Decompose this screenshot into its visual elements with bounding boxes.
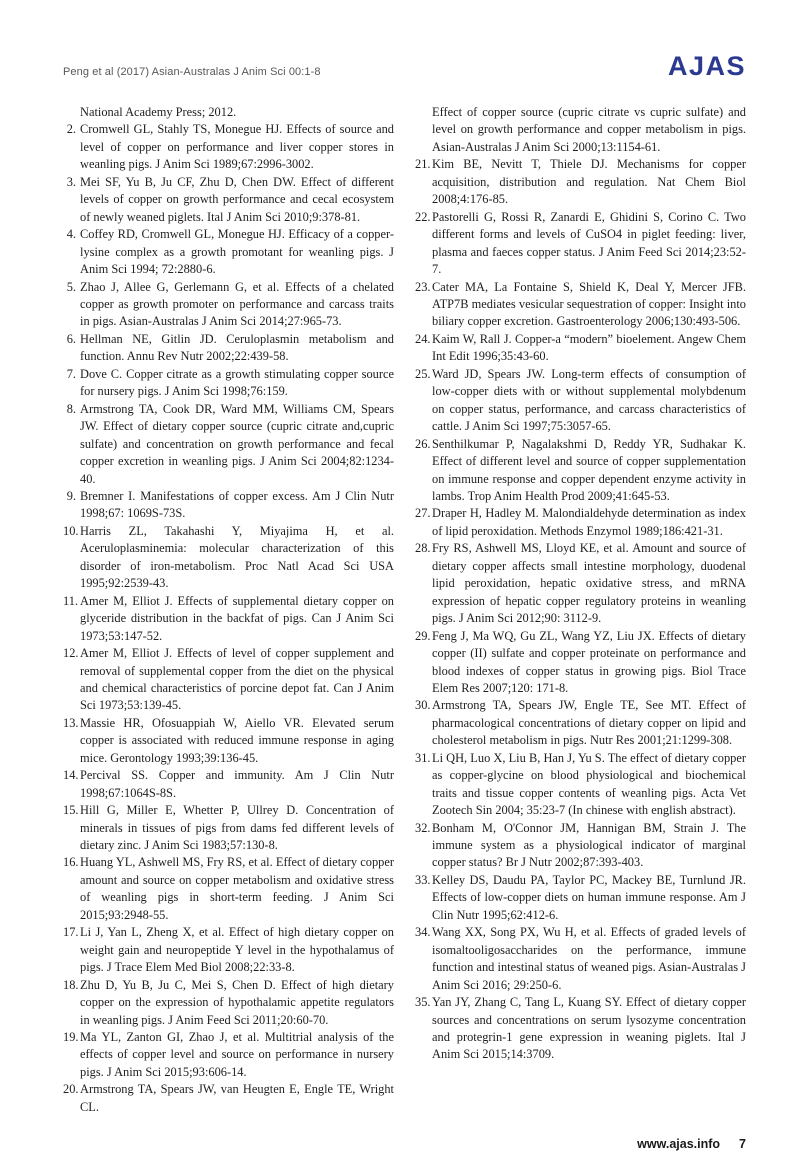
reference-number: 35. — [415, 995, 431, 1010]
reference-number: 22. — [415, 209, 431, 224]
references-column-left — [63, 104, 394, 1116]
reference-text: Kim BE, Nevitt T, Thiele DJ. Mechanisms for copper acquisition, distribution and regulation. Nat Chem Biol 2008;4:176-85. — [432, 157, 746, 207]
reference-text: Pastorelli G, Rossi R, Zanardi E, Ghidini S, Corino C. Two different forms and levels of CuSO4 in piglet feeding: liver, plasma and faeces copper status. J Anim Feed Sci 2014;23:52-7. — [432, 209, 746, 277]
reference-text: Huang YL, Ashwell MS, Fry RS, et al. Effect of dietary copper amount and source on copper metabolism and oxidative stress of weanling pigs in short-term feeding. J Anim Sci 2015;93:2948-55. — [80, 855, 394, 922]
reference-text: Fry RS, Ashwell MS, Lloyd KE, et al. Amount and source of dietary copper affects small intestine morphology, duodenal lipid peroxidation, hepatic oxidative stress, and mRNA expression of hepatic copper regulatory proteins in weanling pigs. J Anim Sci 2012;90: 3112-9. — [432, 541, 746, 626]
reference-item — [63, 104, 394, 121]
reference-text: Mei SF, Yu B, Ju CF, Zhu D, Chen DW. Effect of different levels of copper on growth performance and cecal ecosystem of newly weaned piglets. Ital J Anim Sci 2010;9:378-81. — [80, 174, 394, 224]
reference-text: Bremner I. Manifestations of copper excess. Am J Clin Nutr 1998;67: 1069S-73S. — [80, 488, 394, 521]
reference-number: 16. — [63, 855, 79, 870]
reference-text: Senthilkumar P, Nagalakshmi D, Reddy YR, Sudhakar K. Effect of different level and source of copper supplementation on immune response and copper dependent enzyme activity in lambs. Trop Anim Health Prod 2009;41:645-53. — [432, 436, 746, 503]
reference-item — [63, 767, 394, 802]
reference-item — [415, 540, 746, 627]
reference-number: 8. — [66, 401, 76, 416]
reference-text: Ma YL, Zanton GI, Zhao J, et al. Multitrial analysis of the effects of copper level and source on performance in nursery pigs. J Anim Sci 2015;93:606-14. — [80, 1030, 394, 1079]
reference-text: Coffey RD, Cromwell GL, Monegue HJ. Efficacy of a copper-lysine complex as a growth promotant for weanling pigs. J Anim Sci 1994; 72:2880-6. — [80, 227, 394, 277]
reference-text: Wang XX, Song PX, Wu H, et al. Effects of graded levels of isomaltooligosaccharides on the performance, immune function and intestinal status of weaned pigs. Asian-Australas J Anim Sci 2016; 29:250-6. — [432, 925, 746, 992]
reference-number: 33. — [415, 872, 431, 887]
reference-number: 24. — [415, 331, 431, 346]
reference-item — [415, 697, 746, 749]
reference-item — [415, 436, 746, 506]
reference-text: Zhu D, Yu B, Ju C, Mei S, Chen D. Effect of high dietary copper on the expression of hypothalamic appetite regulators in weanling pigs. J Anim Feed Sci 2011;20:60-70. — [80, 977, 394, 1027]
reference-item — [415, 104, 746, 156]
reference-text: Kelley DS, Daudu PA, Taylor PC, Mackey BE, Turnlund JR. Effects of low-copper diets on human immune response. Am J Clin Nutr 1995;62:412-6. — [432, 872, 746, 922]
reference-item — [415, 924, 746, 994]
reference-number: 13. — [63, 715, 79, 730]
reference-item — [415, 505, 746, 540]
reference-number: 28. — [415, 541, 431, 556]
reference-number: 32. — [415, 820, 431, 835]
reference-text: Ward JD, Spears JW. Long-term effects of consumption of low-copper diets with or without supplemental molybdenum on copper status, performance, and carcass characteristics of cattle. J Anim Sci 1997;75:3057-65. — [432, 366, 746, 434]
reference-item — [415, 994, 746, 1064]
references-section — [63, 104, 746, 1116]
reference-number: 10. — [63, 523, 79, 538]
ajas-logo: AJAS — [667, 51, 746, 81]
references-column-right — [415, 104, 746, 1116]
page-footer — [63, 1137, 746, 1151]
reference-item — [415, 872, 746, 924]
reference-text: Armstrong TA, Cook DR, Ward MM, Williams CM, Spears JW. Effect of dietary copper source (cupric citrate and,cupric sulfate) and concentration on growth performance and fecal copper excretion in weanling pigs. J Anim Sci 2004;82:1234-40. — [80, 401, 394, 486]
reference-text: Percival SS. Copper and immunity. Am J Clin Nutr 1998;67:1064S-8S. — [80, 768, 394, 800]
reference-number: 19. — [63, 1030, 79, 1045]
reference-item — [63, 802, 394, 854]
reference-number: 27. — [415, 506, 431, 521]
reference-item — [415, 366, 746, 436]
reference-item — [63, 924, 394, 976]
reference-item — [63, 226, 394, 278]
reference-number: 2. — [66, 122, 76, 137]
reference-item — [415, 279, 746, 331]
reference-text: Feng J, Ma WQ, Gu ZL, Wang YZ, Liu JX. Effects of dietary copper (II) sulfate and copper proteinate on performance and blood indexes of copper status in growing pigs. Biol Trace Elem Res 2007;120: 171-8. — [432, 628, 746, 695]
reference-text: Li J, Yan L, Zheng X, et al. Effect of high dietary copper on weight gain and neuropeptide Y level in the hypothalamus of pigs. J Trace Elem Med Biol 2008;22:33-8. — [80, 925, 394, 975]
reference-number: 5. — [66, 279, 76, 294]
page-header — [63, 50, 746, 80]
reference-item — [63, 645, 394, 715]
reference-number: 12. — [63, 646, 79, 661]
reference-text: Armstrong TA, Spears JW, van Heugten E, Engle TE, Wright CL. — [80, 1082, 394, 1114]
reference-text: Massie HR, Ofosuappiah W, Aiello VR. Elevated serum copper is associated with reduced immune response in aging mice. Gerontology 1993;39:136-45. — [80, 715, 394, 765]
reference-item — [63, 854, 394, 924]
reference-text: Bonham M, O'Connor JM, Hannigan BM, Strain J. The immune system as a physiological indicator of marginal copper status? Br J Nutr 2002;87:393-403. — [432, 820, 746, 870]
reference-number: 4. — [66, 227, 76, 242]
reference-number: 29. — [415, 628, 431, 643]
reference-item — [63, 366, 394, 401]
reference-text: Hill G, Miller E, Whetter P, Ullrey D. Concentration of minerals in tissues of pigs from dams fed different levels of dietary zinc. J Anim Sci 1983;57:130-8. — [80, 803, 394, 853]
reference-item — [415, 331, 746, 366]
reference-number: 9. — [66, 488, 76, 503]
reference-number: 26. — [415, 436, 431, 451]
reference-number: 6. — [66, 331, 76, 346]
reference-number: 25. — [415, 366, 431, 381]
reference-number: 17. — [63, 925, 79, 940]
reference-text: Hellman NE, Gitlin JD. Ceruloplasmin metabolism and function. Annu Rev Nutr 2002;22:439-58. — [80, 331, 394, 364]
reference-item — [63, 977, 394, 1029]
reference-text: Cater MA, La Fontaine S, Shield K, Deal Y, Mercer JFB. ATP7B mediates vesicular sequestration of copper: Insight into biliary copper excretion. Gastroenterology 2006;130:493-506. — [432, 279, 746, 329]
reference-number: 11. — [63, 593, 79, 608]
reference-number: 14. — [63, 768, 79, 783]
reference-item — [63, 593, 394, 645]
reference-item — [63, 174, 394, 226]
reference-item — [63, 1029, 394, 1081]
reference-number: 31. — [415, 750, 431, 765]
reference-text: National Academy Press; 2012. — [80, 105, 237, 119]
reference-text: Armstrong TA, Spears JW, Engle TE, See MT. Effect of pharmacological concentrations of dietary copper on lipid and cholesterol metabolism in pigs. Nutr Res 2001;21:1299-308. — [432, 698, 746, 748]
running-head-citation: Peng et al (2017) Asian-Australas J Anim Sci 00:1-8 — [63, 66, 321, 78]
reference-item — [63, 1081, 394, 1116]
journal-website-url: www.ajas.info — [637, 1137, 721, 1151]
reference-text: Yan JY, Zhang C, Tang L, Kuang SY. Effect of dietary copper sources and concentrations on serum lysozyme concentration and protegrin-1 gene expression in weaning piglets. Ital J Anim Sci 2015;14:3709. — [432, 995, 746, 1062]
reference-item — [63, 401, 394, 488]
reference-text: Zhao J, Allee G, Gerlemann G, et al. Effects of a chelated copper as growth promoter on performance and carcass traits in pigs. Asian-Australas J Anim Sci 2014;27:965-73. — [80, 279, 394, 329]
reference-item — [63, 523, 394, 593]
page-number: 7 — [739, 1137, 746, 1151]
reference-text: Amer M, Elliot J. Effects of level of copper supplement and removal of supplemental copper from the diet on the physical and chemical characteristics of porcine depot fat. Can J Anim Sci 1973;53:139-45. — [80, 646, 394, 713]
reference-number: 7. — [66, 366, 76, 381]
reference-text: Cromwell GL, Stahly TS, Monegue HJ. Effects of source and level of copper on performance and liver copper stores in weanling pigs. J Anim Sci 1989;67:2996-3002. — [80, 122, 394, 172]
reference-number: 3. — [66, 174, 76, 189]
reference-number: 18. — [63, 977, 79, 992]
reference-text: Dove C. Copper citrate as a growth stimulating copper source for nursery pigs. J Anim Sci 1998;76:159. — [80, 366, 394, 399]
reference-item — [415, 156, 746, 208]
reference-item — [415, 628, 746, 698]
reference-text: Effect of copper source (cupric citrate vs cupric sulfate) and level on growth performance and copper metabolism in pigs. Asian-Australas J Anim Sci 2000;13:1154-61. — [432, 105, 746, 154]
reference-item — [63, 488, 394, 523]
reference-text: Kaim W, Rall J. Copper-a “modern” bioelement. Angew Chem Int Edit 1996;35:43-60. — [432, 331, 746, 364]
reference-item — [415, 750, 746, 820]
reference-number: 15. — [63, 803, 79, 818]
reference-item — [415, 209, 746, 279]
reference-text: Harris ZL, Takahashi Y, Miyajima H, et al. Aceruloplasminemia: molecular characterization of this disorder of iron-metabolism. Proc Natl Acad Sci USA 1995;92:2539-43. — [80, 523, 394, 591]
reference-item — [63, 121, 394, 173]
reference-number: 30. — [415, 698, 431, 713]
reference-number: 20. — [63, 1082, 79, 1097]
reference-number: 34. — [415, 925, 431, 940]
reference-text: Li QH, Luo X, Liu B, Han J, Yu S. The effect of dietary copper as copper-glycine on blood physiological and biochemical traits and tissue copper contents of weanling pigs. Acta Vet Zootech Sin 2004; 35:23-7 (In chinese with english abstract). — [432, 750, 746, 818]
reference-item — [63, 331, 394, 366]
reference-item — [415, 820, 746, 872]
reference-number: 21. — [415, 157, 431, 172]
reference-number: 23. — [415, 279, 431, 294]
reference-text: Amer M, Elliot J. Effects of supplemental dietary copper on glyceride distribution in the backfat of pigs. Can J Anim Sci 1973;53:147-52. — [80, 593, 394, 643]
reference-item — [63, 279, 394, 331]
reference-item — [63, 715, 394, 767]
reference-text: Draper H, Hadley M. Malondialdehyde determination as index of lipid peroxidation. Methods Enzymol 1989;186:421-31. — [432, 506, 746, 538]
